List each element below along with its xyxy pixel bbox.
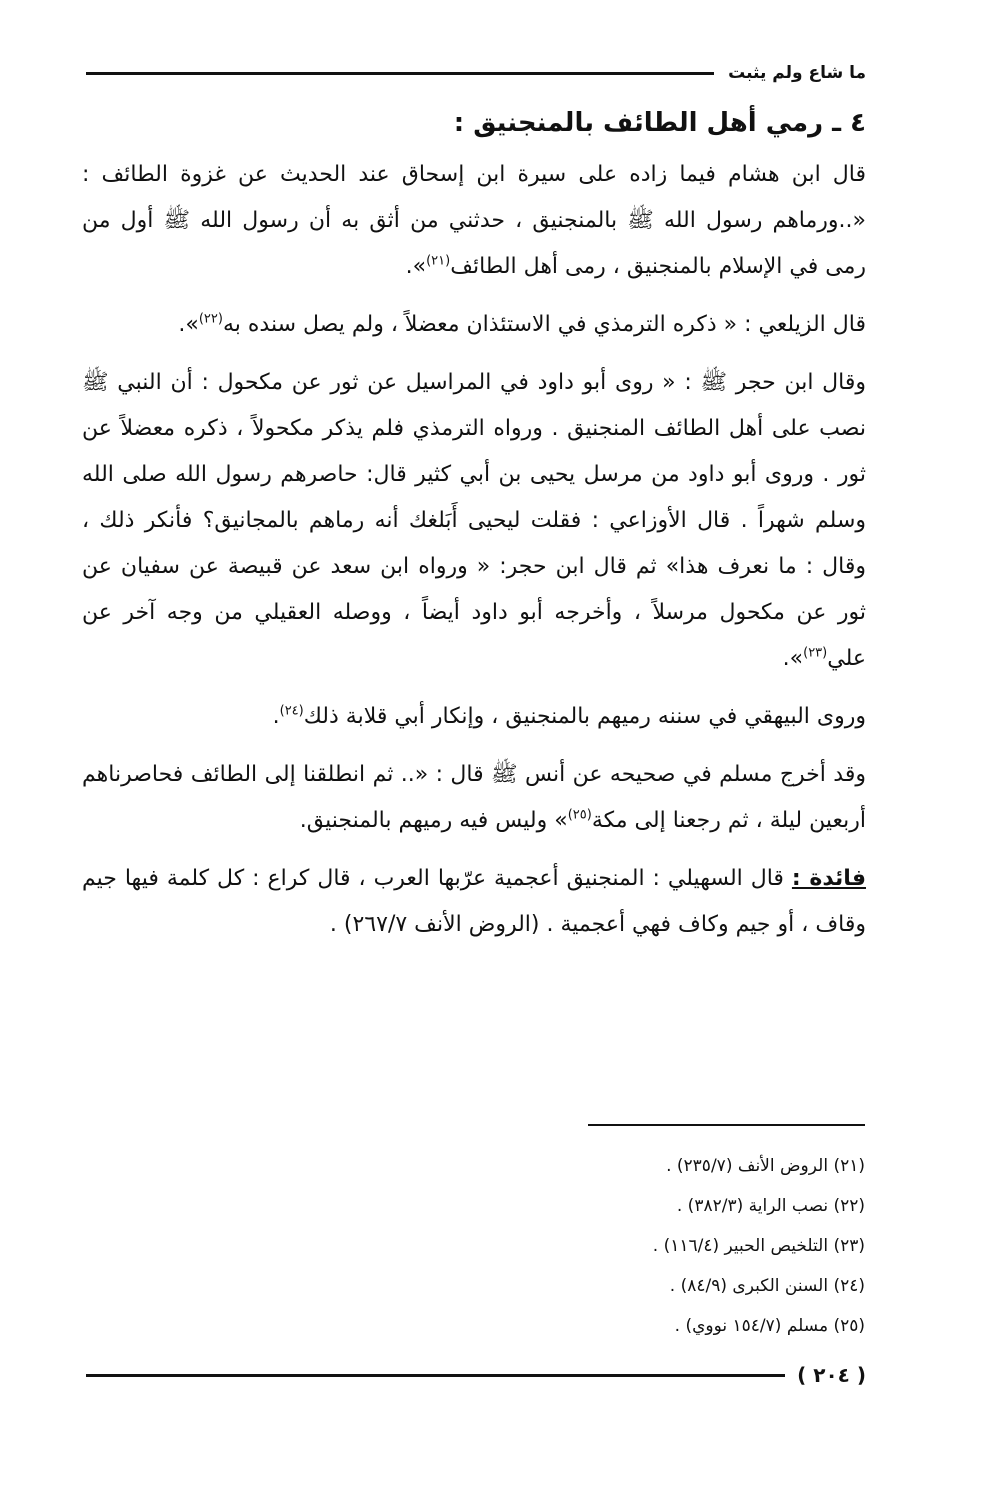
faida-text: قال السهيلي : المنجنيق أعجمية عرّبها العرب ، قال كراع : كل كلمة فيها جيم وقاف ، أو جيم وكاف فهي أعجمية . (الروض الأنف ٢٦٧/٧) . [82, 866, 866, 937]
book-title: ما شاع ولم يثبت [728, 63, 866, 83]
footnote-item: (٢٣) التلخيص الحبير (١١٦/٤) . [652, 1236, 865, 1256]
paragraph-bayhaqi [82, 694, 866, 740]
paragraph-text: وروى البيهقي في سننه رميهم بالمنجنيق ، وإنكار أبي قلابة ذلك [303, 704, 866, 729]
paragraph-ibn-hajar [82, 360, 866, 682]
paragraph-text: وقال ابن حجر ﷺ : « روى أبو داود في المراسيل عن ثور عن مكحول : أن النبي ﷺ نصب على أهل الطائف المنجنيق . ورواه الترمذي فلم يذكر مكحولاً ، ذكره معضلاً عن ثور . وروى أبو داود من مرسل يحيى بن أبي كثير قال: حاصرهم رسول الله صلى الله وسلم شهراً . قال الأوزاعي : فقلت ليحيى أَبَلغك أنه رماهم بالمجانيق؟ فأنكر ذلك ، وقال : ما نعرف هذا» ثم قال ابن حجر: « ورواه ابن سعد عن قبيصة عن سفيان عن ثور عن مكحول مرسلاً ، وأخرجه أبو داود أيضاً ، ووصله العقيلي من وجه آخر عن علي [82, 370, 866, 671]
footnote-ref: (٢٥) [567, 807, 592, 823]
footnote-item: (٢٤) السنن الكبرى (٨٤/٩) . [669, 1276, 865, 1296]
faida-label: فائدة : [791, 866, 866, 891]
footnote-ref: (٢١) [426, 253, 451, 269]
paragraph-tail: » وليس فيه رميهم بالمنجنيق. [299, 808, 568, 833]
footnote-item: (٢٢) نصب الراية (٣٨٢/٣) . [676, 1196, 865, 1216]
paragraph-text: وقد أخرج مسلم في صحيحه عن أنس ﷺ قال : «.. ثم انطلقنا إلى الطائف فحاصرناهم أربعين ليلة ، ثم رجعنا إلى مكة [82, 762, 866, 833]
paragraph-tail: ». [782, 646, 804, 671]
footnote-ref: (٢٢) [198, 311, 223, 327]
paragraph-tail: ». [178, 312, 199, 337]
main-content [82, 108, 866, 960]
footnote-ref: (٢٤) [279, 703, 304, 719]
footnote-separator [588, 1124, 865, 1126]
page-number: ( ٢٠٤ ) [797, 1363, 866, 1387]
footnotes-list [500, 1146, 865, 1346]
paragraph-tail: . [272, 704, 280, 729]
running-header [86, 58, 866, 88]
page-footer [86, 1358, 866, 1392]
paragraph-muslim [82, 752, 866, 844]
paragraph-tail: ». [405, 254, 427, 279]
paragraph-ibn-hisham [82, 152, 866, 290]
footer-rule [86, 1374, 785, 1377]
paragraph-zaylai [82, 302, 866, 348]
paragraph-faida [82, 856, 866, 948]
paragraph-text: قال ابن هشام فيما زاده على سيرة ابن إسحاق عند الحديث عن غزوة الطائف : «..ورماهم رسول الله ﷺ بالمنجنيق ، حدثني من أثق به أن رسول الله ﷺ أول من رمى في الإسلام بالمنجنيق ، رمى أهل الطائف [82, 162, 866, 279]
section-heading: ٤ ـ رمي أهل الطائف بالمنجنيق : [453, 108, 866, 138]
footnote-item: (٢٥) مسلم (١٥٤/٧ نووي) . [674, 1316, 865, 1336]
header-rule [86, 72, 714, 75]
paragraph-text: قال الزيلعي : « ذكره الترمذي في الاستئذان معضلاً ، ولم يصل سنده به [222, 312, 866, 337]
footnote-item: (٢١) الروض الأنف (٢٣٥/٧) . [666, 1156, 865, 1176]
footnote-ref: (٢٣) [803, 645, 828, 661]
